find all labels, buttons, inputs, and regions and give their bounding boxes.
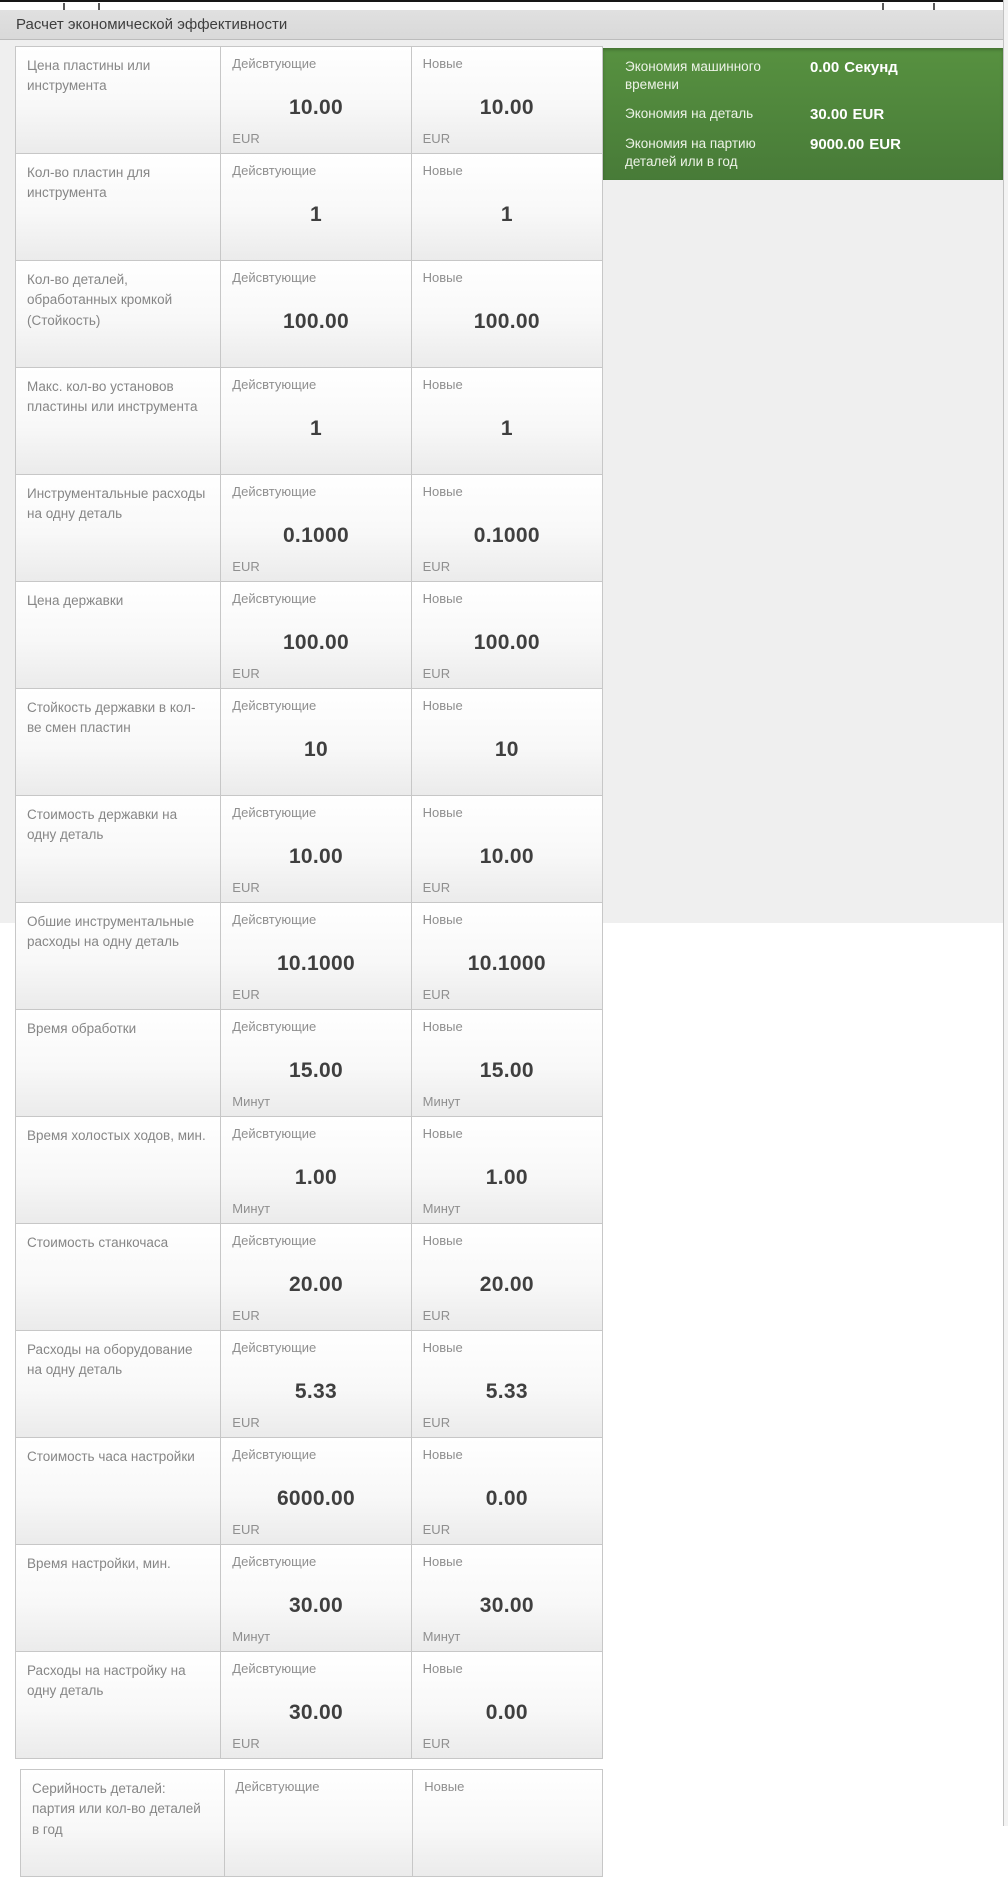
row-label: Стоимость державки на одну деталь xyxy=(27,807,178,843)
table-row xyxy=(15,795,603,903)
unit-label: EUR xyxy=(232,666,260,681)
summary-value xyxy=(810,58,898,76)
current-value-field[interactable] xyxy=(220,475,410,581)
col-header-new: Новые xyxy=(422,377,463,392)
current-value: 10 xyxy=(303,738,328,762)
table-row xyxy=(15,1651,603,1759)
new-value: 1 xyxy=(500,417,513,441)
unit-label: EUR xyxy=(232,1308,260,1323)
table-row xyxy=(20,1769,603,1877)
row-label: Кол-во пластин для инструмента xyxy=(27,165,151,201)
new-value-field[interactable] xyxy=(411,475,602,581)
col-header-new: Новые xyxy=(422,484,463,499)
col-header-current: Дейсвтующие xyxy=(232,56,317,71)
current-value-field[interactable] xyxy=(220,1545,410,1651)
summary-row xyxy=(625,58,991,94)
new-value: 1 xyxy=(500,203,513,227)
row-label: Цена державки xyxy=(27,593,124,608)
summary-value xyxy=(810,105,884,123)
row-label: Стоимость станкочаса xyxy=(27,1235,169,1250)
table-row xyxy=(15,474,603,582)
summary-value-unit: EUR xyxy=(869,135,901,153)
col-header-new: Новые xyxy=(422,1340,463,1355)
current-value-field[interactable] xyxy=(220,582,410,688)
current-value: 100.00 xyxy=(282,631,349,655)
summary-value-unit: EUR xyxy=(852,106,885,124)
row-label: Макс. кол-во установов пластины или инструмента xyxy=(27,379,198,415)
col-header-current: Дейсвтующие xyxy=(232,912,317,927)
unit-label: Минут xyxy=(232,1094,271,1109)
col-header-new: Новые xyxy=(422,591,463,606)
current-value-field[interactable] xyxy=(220,1652,410,1758)
resize-tick xyxy=(933,3,935,10)
row-label: Расходы на настройку на одну деталь xyxy=(27,1663,186,1699)
unit-label: Минут xyxy=(422,1094,461,1109)
unit-label: EUR xyxy=(422,666,451,681)
table-row xyxy=(15,1544,603,1652)
new-value-field[interactable] xyxy=(411,47,602,153)
unit-label: EUR xyxy=(232,1415,260,1430)
current-value-field[interactable] xyxy=(224,1770,413,1876)
col-header-new: Новые xyxy=(422,805,463,820)
unit-label: EUR xyxy=(422,987,451,1002)
current-value-field[interactable] xyxy=(220,903,410,1009)
new-value: 100.00 xyxy=(473,631,540,655)
current-value: 1 xyxy=(309,417,322,441)
row-label: Серийность деталей: партия или кол-во деталей в год xyxy=(32,1781,201,1837)
col-header-current: Дейсвтующие xyxy=(232,1126,317,1141)
new-value-field[interactable] xyxy=(411,261,602,367)
col-header-current: Дейсвтующие xyxy=(232,484,317,499)
unit-label: EUR xyxy=(422,1415,451,1430)
new-value: 1.00 xyxy=(485,1166,528,1190)
col-header-current: Дейсвтующие xyxy=(232,270,317,285)
page-title xyxy=(0,10,1008,40)
current-value-field[interactable] xyxy=(220,368,410,474)
new-value: 10.1000 xyxy=(467,952,546,976)
savings-summary-panel xyxy=(603,48,1003,180)
col-header-current: Дейсвтующие xyxy=(232,377,317,392)
current-value: 1 xyxy=(309,203,322,227)
col-header-current: Дейсвтующие xyxy=(232,591,317,606)
col-header-new: Новые xyxy=(422,1554,463,1569)
current-value-field[interactable] xyxy=(220,1224,410,1330)
new-value: 5.33 xyxy=(485,1380,528,1404)
row-label: Стойкость державки в кол-ве смен пластин xyxy=(27,700,196,736)
unit-label: Минут xyxy=(232,1629,271,1644)
unit-label: Минут xyxy=(422,1201,461,1216)
col-header-current: Дейсвтующие xyxy=(232,1554,317,1569)
page-title-text: Расчет экономической эффективности xyxy=(16,16,288,33)
row-label-cell xyxy=(16,154,220,260)
unit-label: EUR xyxy=(232,1522,260,1537)
col-header-new: Новые xyxy=(422,1447,463,1462)
current-value-field[interactable] xyxy=(220,689,410,795)
row-label-cell xyxy=(16,796,220,902)
table-row xyxy=(15,581,603,689)
table-row xyxy=(15,1116,603,1224)
current-value: 10.00 xyxy=(288,845,343,869)
unit-label: EUR xyxy=(422,1308,451,1323)
vertical-scrollbar[interactable] xyxy=(1003,0,1008,1826)
current-value-field[interactable] xyxy=(220,47,410,153)
col-header-current: Дейсвтующие xyxy=(232,1340,317,1355)
current-value-field[interactable] xyxy=(220,1438,410,1544)
row-label-cell xyxy=(16,1545,220,1651)
row-label-cell xyxy=(16,1652,220,1758)
unit-label: EUR xyxy=(232,1736,260,1751)
unit-label: EUR xyxy=(422,1522,451,1537)
current-value: 1.00 xyxy=(294,1166,337,1190)
new-value: 10.00 xyxy=(479,96,534,120)
current-value: 15.00 xyxy=(288,1059,343,1083)
new-value: 0.1000 xyxy=(473,524,540,548)
efficiency-form xyxy=(15,47,603,1877)
unit-label: EUR xyxy=(422,1736,451,1751)
unit-label: EUR xyxy=(232,559,260,574)
current-value: 0.1000 xyxy=(282,524,349,548)
col-header-new: Новые xyxy=(422,1019,463,1034)
new-value: 0.00 xyxy=(485,1487,528,1511)
current-value-field[interactable] xyxy=(220,796,410,902)
unit-label: EUR xyxy=(422,880,451,895)
unit-label: Минут xyxy=(232,1201,271,1216)
col-header-current: Дейсвтующие xyxy=(232,1447,317,1462)
new-value-field[interactable] xyxy=(411,1545,602,1651)
col-header-current: Дейсвтующие xyxy=(232,698,317,713)
row-label: Время обработки xyxy=(27,1021,137,1036)
new-value-field[interactable] xyxy=(411,154,602,260)
table-row xyxy=(15,367,603,475)
summary-label: Экономия на партию деталей или в год xyxy=(625,135,756,169)
col-header-current: Дейсвтующие xyxy=(232,163,317,178)
row-label-cell xyxy=(21,1770,224,1876)
summary-value-number: 30.00 xyxy=(810,106,848,124)
unit-label: Минут xyxy=(422,1629,461,1644)
col-header-new: Новые xyxy=(422,1661,463,1676)
resize-tick xyxy=(882,3,884,10)
new-value-field[interactable] xyxy=(411,796,602,902)
new-value-field[interactable] xyxy=(411,582,602,688)
new-value-field[interactable] xyxy=(411,1117,602,1223)
current-value-field[interactable] xyxy=(220,1117,410,1223)
new-value-field[interactable] xyxy=(411,1438,602,1544)
current-value: 6000.00 xyxy=(276,1487,355,1511)
summary-label: Экономия на деталь xyxy=(625,106,754,122)
new-value-field[interactable] xyxy=(411,689,602,795)
table-row xyxy=(15,902,603,1010)
row-label: Кол-во деталей, обработанных кромкой (Стойкость) xyxy=(27,272,173,328)
row-label: Время настройки, мин. xyxy=(27,1556,171,1571)
table-row xyxy=(15,153,603,261)
new-value: 0.00 xyxy=(485,1701,528,1725)
current-value-field[interactable] xyxy=(220,261,410,367)
new-value-field[interactable] xyxy=(411,903,602,1009)
current-value: 10.1000 xyxy=(276,952,355,976)
row-label-cell xyxy=(16,475,220,581)
col-header-new: Новые xyxy=(422,163,463,178)
col-header-new: Новые xyxy=(422,270,463,285)
row-label-cell xyxy=(16,368,220,474)
unit-label: EUR xyxy=(232,880,260,895)
resize-tick xyxy=(98,3,100,10)
new-value: 100.00 xyxy=(473,310,540,334)
current-value-field[interactable] xyxy=(220,154,410,260)
unit-label: EUR xyxy=(232,131,260,146)
table-row xyxy=(15,1223,603,1331)
current-value: 20.00 xyxy=(288,1273,343,1297)
current-value-field[interactable] xyxy=(220,1010,410,1116)
row-label: Обшие инструментальные расходы на одну деталь xyxy=(27,914,195,950)
col-header-new: Новые xyxy=(422,56,463,71)
col-header-current: Дейсвтующие xyxy=(232,1661,317,1676)
current-value-field[interactable] xyxy=(220,1331,410,1437)
row-label-cell xyxy=(16,689,220,795)
row-label: Расходы на оборудование на одну деталь xyxy=(27,1342,193,1378)
row-label-cell xyxy=(16,1117,220,1223)
row-label: Инструментальные расходы на одну деталь xyxy=(27,486,206,522)
table-row xyxy=(15,1437,603,1545)
current-value: 5.33 xyxy=(294,1380,337,1404)
table-row xyxy=(15,1009,603,1117)
summary-label: Экономия машинного времени xyxy=(625,59,761,93)
col-header-current: Дейсвтующие xyxy=(232,1233,317,1248)
row-label: Стоимость часа настройки xyxy=(27,1449,195,1464)
current-value: 30.00 xyxy=(288,1594,343,1618)
resize-tick xyxy=(63,3,65,10)
row-label-cell xyxy=(16,582,220,688)
row-label: Время холостых ходов, мин. xyxy=(27,1128,206,1143)
window-top-strip xyxy=(0,0,1008,10)
new-value: 15.00 xyxy=(479,1059,534,1083)
table-row xyxy=(15,46,603,154)
new-value-field[interactable] xyxy=(411,1010,602,1116)
unit-label: EUR xyxy=(232,987,260,1002)
new-value-field[interactable] xyxy=(411,1224,602,1330)
current-value: 100.00 xyxy=(282,310,349,334)
row-label-cell xyxy=(16,1438,220,1544)
row-label-cell xyxy=(16,903,220,1009)
current-value: 10.00 xyxy=(288,96,343,120)
new-value: 20.00 xyxy=(479,1273,534,1297)
col-header-current: Дейсвтующие xyxy=(232,805,317,820)
summary-row xyxy=(625,105,991,123)
summary-value-unit: Секунд xyxy=(844,59,898,76)
row-label-cell xyxy=(16,47,220,153)
col-header-new: Новые xyxy=(422,698,463,713)
table-row xyxy=(15,260,603,368)
unit-label: EUR xyxy=(422,131,451,146)
row-label-cell xyxy=(16,1331,220,1437)
col-header-new: Новые xyxy=(422,1233,463,1248)
col-header-current: Дейсвтующие xyxy=(232,1019,317,1034)
row-label-cell xyxy=(16,1010,220,1116)
col-header-current: Дейсвтующие xyxy=(235,1779,320,1794)
row-label: Цена пластины или инструмента xyxy=(27,58,151,94)
summary-value xyxy=(810,135,901,153)
summary-value-number: 0.00 xyxy=(810,59,840,76)
col-header-new: Новые xyxy=(422,1126,463,1141)
table-row xyxy=(15,688,603,796)
new-value: 10 xyxy=(494,738,519,762)
col-header-new: Новые xyxy=(424,1779,465,1794)
row-label-cell xyxy=(16,261,220,367)
new-value-field[interactable] xyxy=(411,1331,602,1437)
col-header-new: Новые xyxy=(422,912,463,927)
new-value-field[interactable] xyxy=(412,1770,602,1876)
summary-row xyxy=(625,135,991,171)
new-value: 10.00 xyxy=(479,845,534,869)
new-value-field[interactable] xyxy=(411,1652,602,1758)
new-value: 30.00 xyxy=(479,1594,534,1618)
new-value-field[interactable] xyxy=(411,368,602,474)
current-value: 30.00 xyxy=(288,1701,343,1725)
row-label-cell xyxy=(16,1224,220,1330)
unit-label: EUR xyxy=(422,559,451,574)
table-row xyxy=(15,1330,603,1438)
summary-value-number: 9000.00 xyxy=(810,135,865,153)
